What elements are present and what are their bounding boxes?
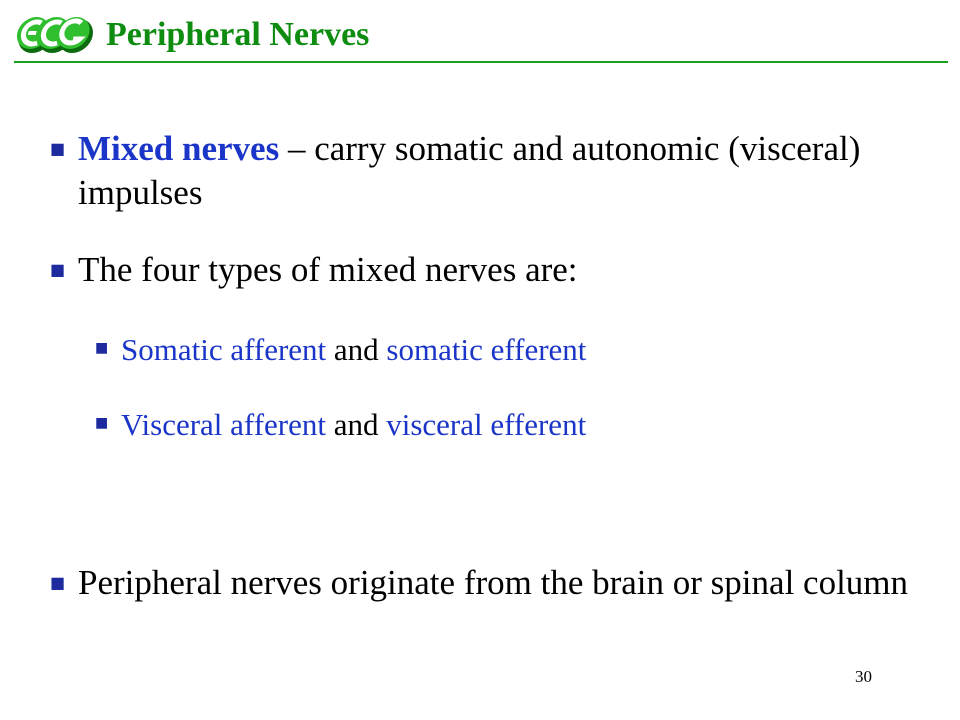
sub-bullet-somatic	[95, 330, 921, 370]
square-bullet-icon: ■	[50, 260, 66, 279]
sub-bullet-visceral	[95, 405, 921, 445]
title-divider	[14, 61, 948, 63]
conjunction: and	[326, 332, 387, 367]
term-visceral-afferent: Visceral afferent	[121, 407, 326, 442]
square-bullet-icon: ■	[50, 573, 66, 592]
bullet-text-rest: – carry somatic and autonomic (visceral) impulses	[78, 129, 861, 212]
term-visceral-efferent: visceral efferent	[386, 407, 587, 442]
conjunction: and	[325, 407, 387, 442]
bullet-text: Peripheral nerves originate from the brain or spinal column	[78, 563, 909, 602]
sub-bullet-text	[121, 405, 921, 445]
sub-bullet-text	[121, 330, 921, 370]
term-somatic-afferent: Somatic afferent	[121, 332, 327, 367]
square-bullet-icon: ■	[50, 139, 66, 158]
term-somatic-efferent: somatic efferent	[386, 332, 587, 367]
ecg-logo-icon	[12, 6, 112, 62]
bullet-four-types	[50, 248, 918, 292]
bullet-origin	[50, 561, 918, 605]
square-bullet-icon: ■	[95, 340, 109, 356]
term-mixed-nerves: Mixed nerves	[78, 129, 280, 168]
bullet-text: The four types of mixed nerves are:	[78, 250, 578, 289]
bullet-text	[78, 127, 918, 215]
bullet-mixed-nerves	[50, 127, 918, 215]
page-title: Peripheral Nerves	[106, 16, 370, 53]
square-bullet-icon: ■	[95, 415, 109, 431]
page-number: 30	[855, 667, 872, 686]
